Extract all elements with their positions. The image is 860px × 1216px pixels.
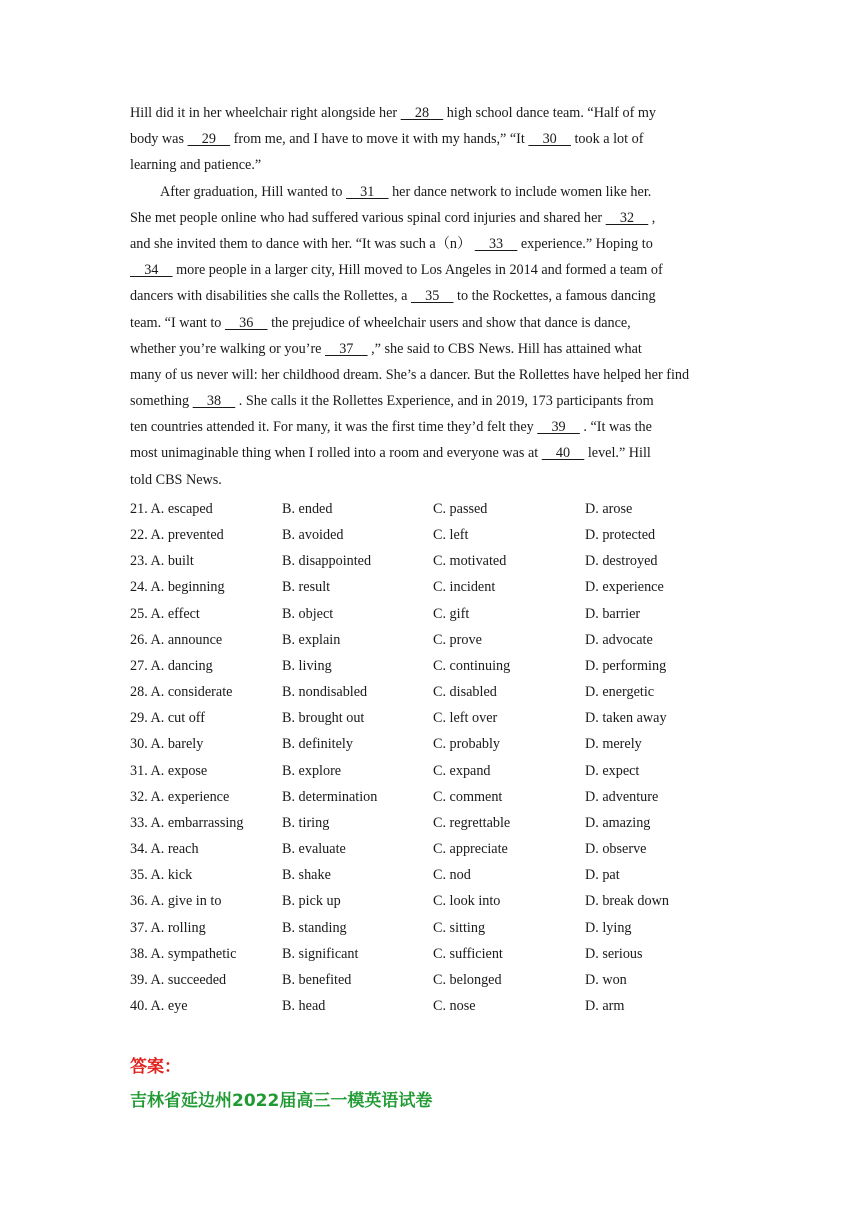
option-b: B. definitely xyxy=(282,736,353,753)
question-row xyxy=(130,836,750,862)
option-b: B. explore xyxy=(282,762,342,779)
option-c: C. nose xyxy=(433,997,476,1014)
option-b: B. benefited xyxy=(282,971,352,988)
option-b: B. tiring xyxy=(282,814,330,831)
option-c: C. regrettable xyxy=(433,814,511,831)
option-b: B. determination xyxy=(282,788,378,805)
option-a: 34. A. reach xyxy=(130,841,199,858)
question-row xyxy=(130,653,750,679)
question-row xyxy=(130,627,750,653)
blank-37: 37 xyxy=(325,340,368,357)
option-d: D. lying xyxy=(585,919,632,936)
option-c: C. sufficient xyxy=(433,945,503,962)
passage-line: most unimaginable thing when I rolled into a room and everyone was at 40 level.” Hill xyxy=(130,445,651,462)
option-c: C. sitting xyxy=(433,919,486,936)
blank-31: 31 xyxy=(345,183,389,200)
option-d: D. experience xyxy=(585,579,664,596)
option-d: D. performing xyxy=(585,657,667,674)
option-b: B. avoided xyxy=(282,527,344,544)
option-a: 25. A. effect xyxy=(130,605,200,622)
blank-40: 40 xyxy=(541,445,585,462)
option-c: C. appreciate xyxy=(433,841,508,858)
option-b: B. standing xyxy=(282,919,347,936)
option-c: C. belonged xyxy=(433,971,502,988)
passage-line: whether you’re walking or you’re 37 ,” she said to CBS News. Hill has attained what xyxy=(130,340,642,357)
question-row xyxy=(130,758,750,784)
option-a: 38. A. sympathetic xyxy=(130,945,237,962)
option-d: D. won xyxy=(585,971,627,988)
option-d: D. expect xyxy=(585,762,640,779)
option-d: D. arose xyxy=(585,501,633,517)
question-row xyxy=(130,967,750,993)
option-d: D. adventure xyxy=(585,788,659,805)
option-a: 22. A. prevented xyxy=(130,527,224,544)
option-a: 31. A. expose xyxy=(130,762,208,779)
option-d: D. destroyed xyxy=(585,553,658,570)
answer-label: 答案： xyxy=(130,1057,181,1077)
option-a: 23. A. built xyxy=(130,553,194,570)
passage-line: After graduation, Hill wanted to 31 her dance network to include women like her. xyxy=(160,183,652,200)
option-c: C. left xyxy=(433,527,469,544)
option-d: D. advocate xyxy=(585,631,653,648)
question-row xyxy=(130,574,750,600)
question-row xyxy=(130,679,750,705)
question-row xyxy=(130,888,750,914)
option-b: B. result xyxy=(282,579,331,596)
option-c: C. left over xyxy=(433,710,498,727)
blank-35: 35 xyxy=(410,288,454,305)
option-d: D. taken away xyxy=(585,710,667,727)
option-a: 27. A. dancing xyxy=(130,657,213,674)
question-row xyxy=(130,784,750,810)
option-a: 39. A. succeeded xyxy=(130,971,227,988)
option-a: 29. A. cut off xyxy=(130,710,206,727)
option-d: D. break down xyxy=(585,893,669,910)
passage-line: and she invited them to dance with her. “It was such a（n） 33 experience.” Hoping to xyxy=(130,235,653,252)
passage-line: body was 29 from me, and I have to move it with my hands,” “It 30 took a lot of xyxy=(130,131,644,148)
blank-28: 28 xyxy=(400,105,444,121)
option-b: B. shake xyxy=(282,867,331,884)
option-d: D. barrier xyxy=(585,605,641,622)
option-b: B. significant xyxy=(282,945,359,962)
question-row xyxy=(130,993,750,1019)
option-d: D. observe xyxy=(585,841,647,858)
option-c: C. disabled xyxy=(433,684,497,701)
option-a: 35. A. kick xyxy=(130,867,193,884)
option-a: 28. A. considerate xyxy=(130,684,233,701)
option-b: B. evaluate xyxy=(282,841,346,858)
options-list xyxy=(130,496,750,1019)
question-row xyxy=(130,705,750,731)
option-b: B. ended xyxy=(282,501,333,517)
option-d: D. amazing xyxy=(585,814,651,831)
option-c: C. gift xyxy=(433,605,470,622)
option-c: C. expand xyxy=(433,762,491,779)
option-c: C. passed xyxy=(433,501,488,517)
passage-line: learning and patience.” xyxy=(130,157,262,174)
option-b: B. disappointed xyxy=(282,553,372,570)
option-b: B. explain xyxy=(282,631,341,648)
blank-32: 32 xyxy=(605,209,649,226)
option-c: C. continuing xyxy=(433,657,511,674)
option-b: B. brought out xyxy=(282,710,365,727)
option-c: C. nod xyxy=(433,867,471,884)
question-row xyxy=(130,601,750,627)
passage-line: many of us never will: her childhood dream. She’s a dancer. But the Rollettes have helped her find xyxy=(130,366,690,383)
passage-line: team. “I want to 36 the prejudice of wheelchair users and show that dance is dance, xyxy=(130,314,631,331)
option-d: D. pat xyxy=(585,867,620,884)
question-row xyxy=(130,941,750,967)
option-c: C. probably xyxy=(433,736,500,753)
question-row xyxy=(130,862,750,888)
blank-30: 30 xyxy=(528,131,571,148)
passage-line: 34 more people in a larger city, Hill moved to Los Angeles in 2014 and formed a team of xyxy=(130,262,663,279)
passage-line: something 38 . She calls it the Rollettes Experience, and in 2019, 173 participants from xyxy=(130,393,654,410)
option-d: D. serious xyxy=(585,945,643,962)
question-row xyxy=(130,731,750,757)
passage-line: ten countries attended it. For many, it was the first time they’d felt they 39 . “It was the xyxy=(130,419,652,436)
option-d: D. arm xyxy=(585,997,625,1014)
option-a: 21. A. escaped xyxy=(130,501,213,517)
option-c: C. incident xyxy=(433,579,496,596)
option-a: 24. A. beginning xyxy=(130,579,225,596)
blank-33: 33 xyxy=(474,235,518,252)
question-row xyxy=(130,522,750,548)
blank-29: 29 xyxy=(187,131,231,148)
option-c: C. motivated xyxy=(433,553,507,570)
passage-text xyxy=(130,100,740,493)
option-c: C. prove xyxy=(433,631,482,648)
passage-line: dancers with disabilities she calls the Rollettes, a 35 to the Rockettes, a famous dancing xyxy=(130,288,656,305)
question-row xyxy=(130,496,750,522)
exam-title: 吉林省延边州2022届高三一模英语试卷 xyxy=(130,1091,433,1111)
option-b: B. nondisabled xyxy=(282,684,368,701)
option-a: 37. A. rolling xyxy=(130,919,206,936)
option-a: 40. A. eye xyxy=(130,997,188,1014)
option-d: D. merely xyxy=(585,736,642,753)
option-a: 36. A. give in to xyxy=(130,893,222,910)
blank-36: 36 xyxy=(224,314,268,331)
option-b: B. head xyxy=(282,997,326,1014)
passage-line: Hill did it in her wheelchair right alongside her 28 high school dance team. “Half of my xyxy=(130,105,656,121)
option-a: 30. A. barely xyxy=(130,736,204,753)
option-c: C. comment xyxy=(433,788,503,805)
blank-38: 38 xyxy=(192,393,236,410)
option-a: 32. A. experience xyxy=(130,788,230,805)
question-row xyxy=(130,810,750,836)
passage-line: She met people online who had suffered various spinal cord injuries and shared her 32 , xyxy=(130,209,656,226)
option-a: 26. A. announce xyxy=(130,631,223,648)
blank-39: 39 xyxy=(537,419,580,436)
question-row xyxy=(130,915,750,941)
option-b: B. pick up xyxy=(282,893,341,910)
passage-line: told CBS News. xyxy=(130,471,222,488)
option-a: 33. A. embarrassing xyxy=(130,814,244,831)
question-row xyxy=(130,548,750,574)
option-d: D. protected xyxy=(585,527,656,544)
option-b: B. object xyxy=(282,605,334,622)
option-d: D. energetic xyxy=(585,684,655,701)
option-c: C. look into xyxy=(433,893,501,910)
option-b: B. living xyxy=(282,657,332,674)
blank-34: 34 xyxy=(130,262,173,279)
